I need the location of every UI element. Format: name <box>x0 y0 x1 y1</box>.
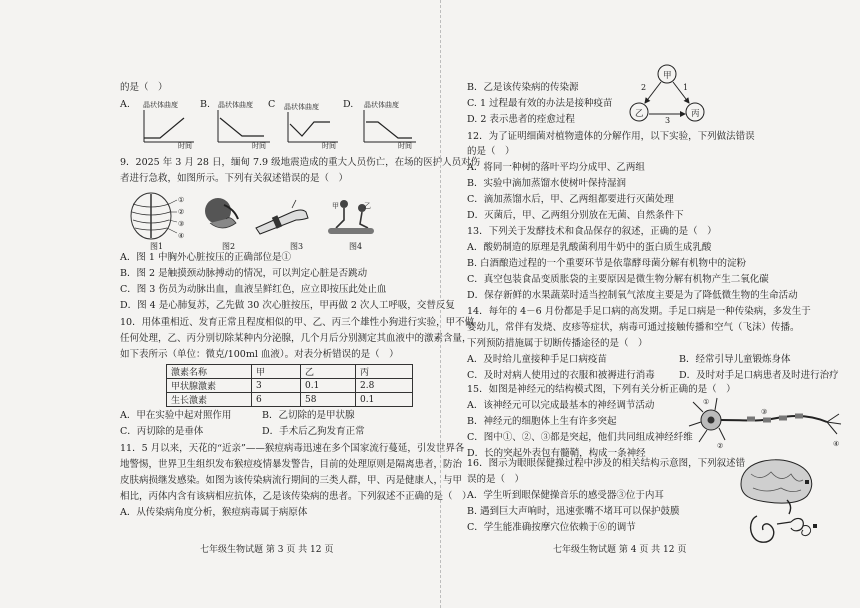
table-row <box>167 393 413 407</box>
q9-option-d[interactable]: D．图 4 是心肺复苏，乙先做 30 次心脏按压，甲再做 2 次人工呼吸，交替反复 <box>120 300 455 311</box>
table-cell: 0.1 <box>356 393 413 407</box>
table-cell: 甲状腺激素 <box>167 379 252 393</box>
neuron-illustration <box>687 392 847 452</box>
q8-a-xlabel: 时间 <box>178 142 192 150</box>
q16-option-c[interactable]: C．学生能准确按摩穴位依赖于⑥的调节 <box>467 522 636 533</box>
q9-stem-line: 9．2025 年 3 月 28 日，缅甸 7.9 级地震造成的重大人员伤亡，在场的医护人员对伤 <box>120 157 481 168</box>
q8-d-ylabel: 晶状体曲度 <box>364 101 399 109</box>
q16-stem-line: 误的是（ ） <box>467 474 525 485</box>
q14-stem-line: 下列预防措施属于切断传播途径的是（ ） <box>467 338 648 349</box>
diagram-node-jia: 甲 <box>663 71 672 81</box>
q8-c-xlabel: 时间 <box>322 142 336 150</box>
q15-option-b[interactable]: B．神经元的细胞体上生有许多突起 <box>467 416 617 427</box>
table-cell: 生长激素 <box>167 393 252 407</box>
q10-option-d[interactable]: D．手术后乙狗发育正常 <box>262 426 365 437</box>
fig1-caption: 图1 <box>150 242 164 251</box>
q11-stem-line: 地警惕，世界卫生组织发布猴痘疫情暴发警告，目前的处理原则是隔离患者，防治 <box>120 459 463 470</box>
q8-b-xlabel: 时间 <box>252 142 266 150</box>
q11-option-b[interactable]: B．乙是该传染病的传染源 <box>467 82 579 93</box>
q9-option-c[interactable]: C．图 3 伤员为动脉出血，血液呈鲜红色，应立即按压此处止血 <box>120 284 387 295</box>
q11-option-a[interactable]: A．从传染病角度分析，猴痘病毒属于病原体 <box>120 507 308 518</box>
q10-stem-line: 如下表所示（单位：微克/100ml 血液）。对表分析错误的是（ ） <box>120 349 399 360</box>
table-header: 丙 <box>356 365 413 379</box>
q15-stem-line: 15．如图是神经元的结构模式图，下列有关分析正确的是（ ） <box>467 384 736 395</box>
arm-bleeding-illustration <box>252 198 312 238</box>
table-cell: 2.8 <box>356 379 413 393</box>
q8-option-a-letter[interactable]: A. <box>120 99 130 110</box>
q9-option-a[interactable]: A．图 1 中胸外心脏按压的正确部位是① <box>120 252 291 263</box>
cpr-illustration <box>322 198 382 242</box>
q8-d-xlabel: 时间 <box>398 142 412 150</box>
q15-option-c[interactable]: C．图中①、②、③都是突起，他们共同组成神经纤维 <box>467 432 693 443</box>
q16-option-a[interactable]: A．学生听到眼保健操音乐的感受器③位于内耳 <box>467 490 664 501</box>
neuron-mark: ① <box>703 398 710 406</box>
ribcage-illustration <box>125 190 185 244</box>
fig4-label-yi: 乙 <box>364 202 371 210</box>
q8-option-c-letter[interactable]: C <box>268 99 276 110</box>
q8-a-ylabel: 晶状体曲度 <box>143 101 178 109</box>
diagram-node-bing: 丙 <box>691 109 700 119</box>
q8-option-b-letter[interactable]: B. <box>200 99 211 110</box>
q16-stem-line: 16．图示为眼眼保健操过程中涉及的相关结构示意图，下列叙述错 <box>467 458 746 469</box>
q12-stem-line: 的是（ ） <box>467 146 515 157</box>
q9-option-b[interactable]: B．图 2 是触摸颈动脉搏动的情况，可以判定心脏是否跳动 <box>120 268 368 279</box>
table-row <box>167 379 413 393</box>
table-cell: 6 <box>252 393 301 407</box>
q10-stem-line: 任何处理，乙、丙分别切除某种内分泌腺，几个月后分别测定其血液中的激素含量， <box>120 333 472 344</box>
q13-option-a[interactable]: A．酸奶制造的原理是乳酸菌利用牛奶中的蛋白质生成乳酸 <box>467 242 712 253</box>
q12-option-c[interactable]: C．滴加蒸馏水后，甲、乙两组都要进行灭菌处理 <box>467 194 674 205</box>
diagram-arrow-label: 3 <box>665 116 671 125</box>
q11-option-c[interactable]: C. 1 过程最有效的办法是接种疫苗 <box>467 98 613 109</box>
neuron-mark: ④ <box>833 440 840 448</box>
neck-pulse-illustration <box>200 193 244 237</box>
fig1-mark: ② <box>178 208 185 216</box>
q11-option-d[interactable]: D. 2 表示患者的痊愈过程 <box>467 114 575 125</box>
q10-option-b[interactable]: B．乙切除的是甲状腺 <box>262 410 355 421</box>
q15-option-d[interactable]: D．长的突起外表包有髓鞘，构成一条神经 <box>467 448 646 459</box>
q8-option-d-letter[interactable]: D. <box>343 99 354 110</box>
q14-option-c[interactable]: C．及时对病人使用过的衣服和被褥进行消毒 <box>467 370 655 381</box>
q11-stem-line: 皮肤病损继发感染。如图为该传染病流行期间的三类人群，甲、丙是健康人，与甲 <box>120 475 463 486</box>
brain-ear-illustration <box>731 454 831 550</box>
hormone-table <box>166 364 413 407</box>
page-4 <box>440 0 860 608</box>
q8-b-ylabel: 晶状体曲度 <box>218 101 253 109</box>
fig4-label-jia: 甲 <box>332 202 339 210</box>
q9-stem-line: 者进行急救，如图所示。下列有关叙述错误的是（ ） <box>120 173 349 184</box>
q11-stem-line: 相比，丙体内含有该病相应抗体，乙是该传染病的患者。下列叙述不正确的是（ ） <box>120 491 472 502</box>
q11-stem-line: 11．5 月以来，天花的“近亲”——猴痘病毒迅速在多个国家流行蔓延，引发世界各 <box>120 443 465 454</box>
fig3-caption: 图3 <box>290 242 304 251</box>
q13-stem-line: 13．下列关于发酵技术和食品保存的叙述，正确的是（ ） <box>467 226 717 237</box>
diagram-node-yi: 乙 <box>635 109 644 119</box>
table-cell: 3 <box>252 379 301 393</box>
q14-option-a[interactable]: A．及时给儿童接种手足口病疫苗 <box>467 354 607 365</box>
table-header: 甲 <box>252 365 301 379</box>
neuron-mark: ② <box>717 442 724 450</box>
q14-option-b[interactable]: B．经常引导儿童锻炼身体 <box>679 354 791 365</box>
q13-option-d[interactable]: D．保存新鲜的水果蔬菜时适当控制氧气浓度主要是为了降低微生物的生命活动 <box>467 290 798 301</box>
q15-option-a[interactable]: A．该神经元可以完成最基本的神经调节活动 <box>467 400 655 411</box>
q14-stem-line: 婴幼儿，常伴有发烧、皮疹等症状，病毒可通过接触传播和空气（飞沫）传播。 <box>467 322 800 333</box>
fig4-caption: 图4 <box>349 242 363 251</box>
q10-stem-line: 10．用体重相近、发育正常且程度相似的甲、乙、丙三个雄性小狗进行实验，甲不做 <box>120 317 475 328</box>
q8-tail: 的是（ ） <box>120 82 168 93</box>
q12-option-b[interactable]: B．实验中滴加蒸馏水使树叶保持湿润 <box>467 178 626 189</box>
table-header: 乙 <box>301 365 356 379</box>
neuron-mark: ③ <box>761 408 768 416</box>
q10-option-c[interactable]: C．丙切除的是垂体 <box>120 426 204 437</box>
table-header: 激素名称 <box>167 365 252 379</box>
table-cell: 58 <box>301 393 356 407</box>
fig1-mark: ① <box>178 196 185 204</box>
q12-stem-line: 12．为了证明细菌对植物遗体的分解作用，以下实验，下列做法错误 <box>467 131 755 142</box>
q13-option-c[interactable]: C．真空包装食品变质胀袋的主要原因是微生物分解有机物产生二氧化碳 <box>467 274 769 285</box>
q13-option-b[interactable]: B. 白酒酿造过程的一个重要环节是依靠酵母菌分解有机物中的淀粉 <box>467 258 747 269</box>
table-cell: 0.1 <box>301 379 356 393</box>
fig1-mark: ③ <box>178 220 185 228</box>
q16-option-b[interactable]: B. 遇到巨大声响时，迅速张嘴不堵耳可以保护鼓膜 <box>467 506 680 517</box>
table-row <box>167 365 413 379</box>
fig2-caption: 图2 <box>222 242 236 251</box>
q14-stem-line: 14．每年的 4－6 月份都是手足口病的高发期。手足口病是一种传染病，多发生于 <box>467 306 811 317</box>
q12-option-d[interactable]: D．灭菌后，甲、乙两组分别放在无菌、自然条件下 <box>467 210 684 221</box>
q10-option-a[interactable]: A．甲在实验中起对照作用 <box>120 410 232 421</box>
diagram-arrow-label: 1 <box>683 83 689 92</box>
q14-option-d[interactable]: D．及时对手足口病患者及时进行治疗 <box>679 370 839 381</box>
fig1-mark: ④ <box>178 232 185 240</box>
page-footer: 七年级生物试题 第 3 页 共 12 页 <box>200 545 334 555</box>
q12-option-a[interactable]: A．将同一种树的落叶平均分成甲、乙两组 <box>467 162 645 173</box>
page-footer: 七年级生物试题 第 4 页 共 12 页 <box>553 545 687 555</box>
diagram-arrow-label: 2 <box>641 83 647 92</box>
q8-c-ylabel: 晶状体曲度 <box>284 103 319 111</box>
